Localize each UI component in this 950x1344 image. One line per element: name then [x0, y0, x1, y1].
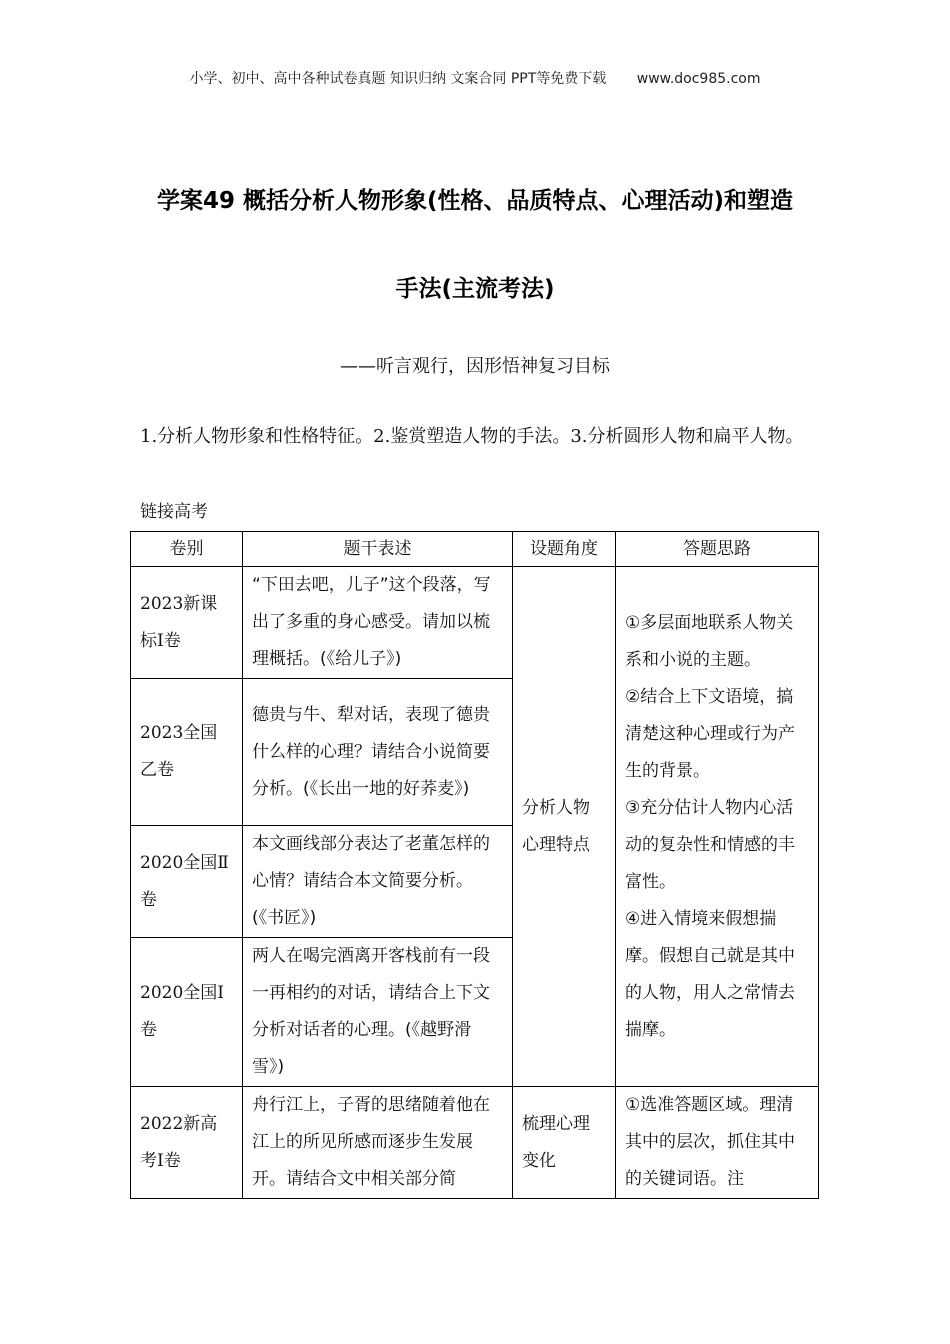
- table-row: [131, 567, 819, 679]
- cell-approach: [616, 567, 819, 1087]
- cell-stem: 舟行江上，子胥的思绪随着他在江上的所见所感而逐步生发展开。请结合文中相关部分简: [243, 1087, 513, 1199]
- cell-stem: 本文画线部分表达了老董怎样的心情？请结合本文简要分析。(《书匠》): [243, 826, 513, 938]
- cell-angle: 梳理心理变化: [513, 1087, 616, 1199]
- col-header-approach: 答题思路: [616, 532, 819, 567]
- cell-volume: 2023全国乙卷: [131, 679, 243, 826]
- cell-stem: “下田去吧，儿子”这个段落，写出了多重的身心感受。请加以梳理概括。(《给儿子》): [243, 567, 513, 679]
- header-text: 小学、初中、高中各种试卷真题 知识归纳 文案合同 PPT等免费下载: [189, 71, 607, 87]
- table-header-row: [131, 532, 819, 567]
- page-title-line1: 学案49 概括分析人物形象(性格、品质特点、心理活动)和塑造: [156, 188, 794, 214]
- cell-volume: 2022新高考Ⅰ卷: [131, 1087, 243, 1199]
- cell-angle: 分析人物心理特点: [513, 567, 616, 1087]
- subtitle: ——听言观行，因形悟神复习目标: [340, 356, 610, 377]
- approach-item: ②结合上下文语境，搞清楚这种心理或行为产生的背景。: [625, 686, 795, 781]
- review-goals: 1.分析人物形象和性格特征。2.鉴赏塑造人物的手法。3.分析圆形人物和扁平人物。: [140, 426, 804, 447]
- approach-item: ①多层面地联系人物关系和小说的主题。: [625, 612, 794, 670]
- approach-item: ③充分估计人物内心活动的复杂性和情感的丰富性。: [625, 797, 795, 892]
- page-title-line2: 手法(主流考法): [395, 276, 555, 302]
- page-header: [0, 68, 950, 88]
- approach-item: ④进入情境来假想揣摩。假想自己就是其中的人物，用人之常情去揣摩。: [625, 908, 795, 1040]
- header-site: www.doc985.com: [636, 71, 761, 87]
- section-label: 链接高考: [140, 502, 208, 522]
- cell-volume: 2023新课标Ⅰ卷: [131, 567, 243, 679]
- col-header-volume: 卷别: [131, 532, 243, 567]
- exam-table: [130, 531, 819, 1199]
- cell-stem: 两人在喝完酒离开客栈前有一段一再相约的对话，请结合上下文分析对话者的心理。(《越野滑雪》): [243, 938, 513, 1087]
- col-header-stem: 题干表述: [243, 532, 513, 567]
- cell-approach: ①选准答题区域。理清其中的层次，抓住其中的关键词语。注: [616, 1087, 819, 1199]
- cell-volume: 2020全国Ⅱ卷: [131, 826, 243, 938]
- col-header-angle: 设题角度: [513, 532, 616, 567]
- cell-stem: 德贵与牛、犁对话，表现了德贵什么样的心理？请结合小说简要分析。(《长出一地的好荞麦》): [243, 679, 513, 826]
- cell-volume: 2020全国Ⅰ卷: [131, 938, 243, 1087]
- table-row: [131, 1087, 819, 1199]
